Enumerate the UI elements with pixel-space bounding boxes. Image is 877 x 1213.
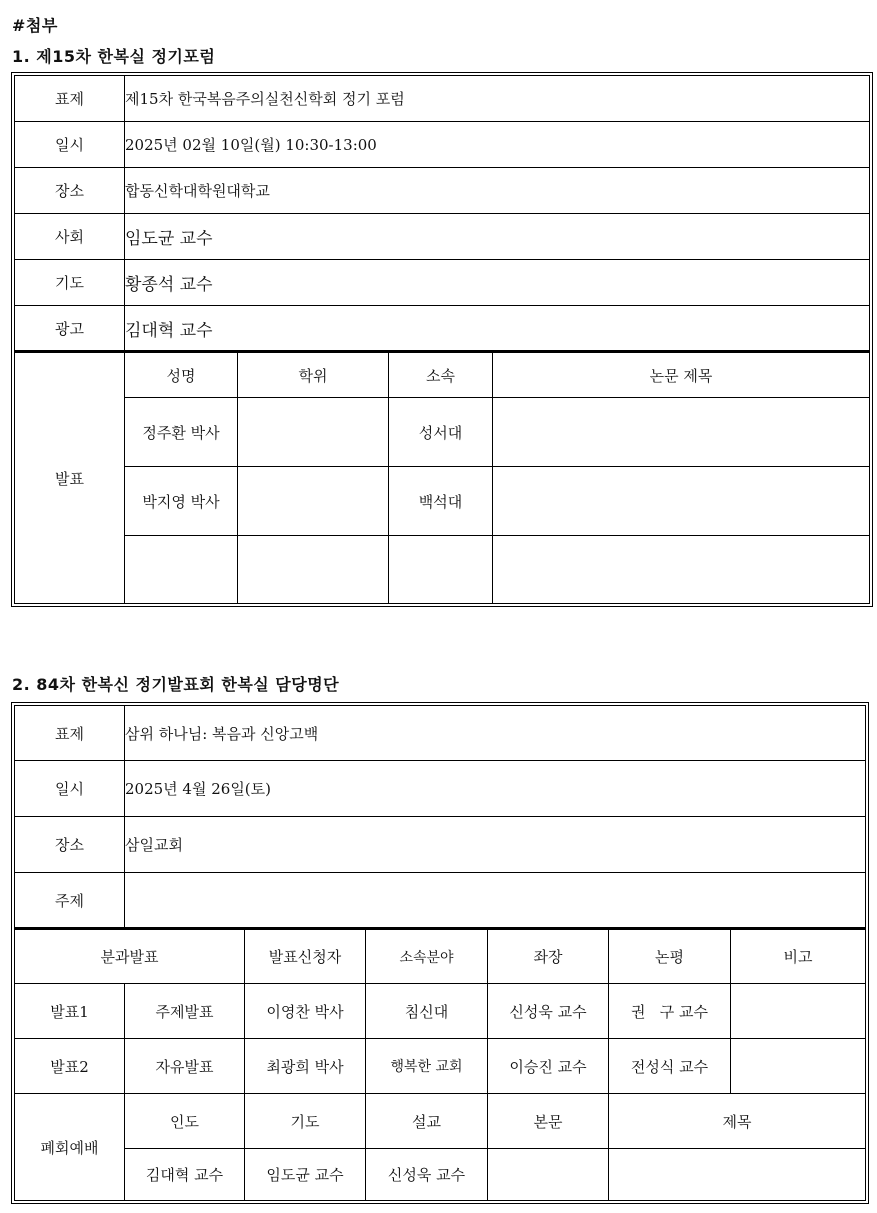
- worship-lead: 김대혁 교수: [125, 1149, 245, 1201]
- meeting-title-label: 표제: [15, 706, 125, 761]
- session-reviewer: 전성식 교수: [609, 1039, 731, 1094]
- session-note: [731, 984, 866, 1039]
- presenter-row: [15, 536, 870, 604]
- forum-prayer-value: 황종석 교수: [125, 260, 870, 306]
- forum-host-value: 임도균 교수: [125, 214, 870, 260]
- session-chair: 신성욱 교수: [488, 984, 609, 1039]
- forum-announce-value: 김대혁 교수: [125, 306, 870, 352]
- header-field: 소속분야: [366, 929, 488, 984]
- session-row: [15, 984, 866, 1039]
- forum-table: [14, 75, 870, 604]
- header-name: 성명: [125, 352, 238, 398]
- header-session: 분과발표: [15, 929, 245, 984]
- sessions-header-row: [15, 929, 866, 984]
- header-applicant: 발표신청자: [245, 929, 366, 984]
- section2-title: 2. 84차 한복신 정기발표회 한복실 담당명단: [12, 675, 340, 694]
- meeting-table: [14, 705, 866, 1201]
- meeting-place-label: 장소: [15, 817, 125, 873]
- session-field: 침신대: [366, 984, 488, 1039]
- header-affiliation: 소속: [389, 352, 493, 398]
- forum-announce-label: 광고: [15, 306, 125, 352]
- worship-sermon: 신성욱 교수: [366, 1149, 488, 1201]
- forum-row-date: [15, 122, 870, 168]
- worship-text: [488, 1149, 609, 1201]
- meeting-place-value: 삼일교회: [125, 817, 866, 873]
- presenter-degree: [238, 536, 389, 604]
- worship-label: 폐회예배: [15, 1094, 125, 1201]
- session-presenter: 이영찬 박사: [245, 984, 366, 1039]
- session-note: [731, 1039, 866, 1094]
- worship-header-title: 제목: [609, 1094, 866, 1149]
- worship-header-text: 본문: [488, 1094, 609, 1149]
- forum-date-value: 2025년 02월 10일(월) 10:30-13:00: [125, 122, 870, 168]
- meeting-row-place: [15, 817, 866, 873]
- forum-date-label: 일시: [15, 122, 125, 168]
- attachment-label: #첨부: [12, 16, 58, 35]
- forum-place-label: 장소: [15, 168, 125, 214]
- forum-row-title: [15, 76, 870, 122]
- forum-row-announce: [15, 306, 870, 352]
- session-presenter: 최광희 박사: [245, 1039, 366, 1094]
- forum-title-label: 표제: [15, 76, 125, 122]
- presenter-row: [15, 398, 870, 467]
- forum-row-place: [15, 168, 870, 214]
- presenter-degree: [238, 467, 389, 536]
- header-note: 비고: [731, 929, 866, 984]
- presenter-paper-title: [493, 536, 870, 604]
- presenter-paper-title: [493, 398, 870, 467]
- meeting-row-title: [15, 706, 866, 761]
- session-reviewer: 권 구 교수: [609, 984, 731, 1039]
- forum-title-value: 제15차 한국복음주의실천신학회 정기 포럼: [125, 76, 870, 122]
- session-label: 발표1: [15, 984, 125, 1039]
- worship-prayer: 임도균 교수: [245, 1149, 366, 1201]
- session-type: 자유발표: [125, 1039, 245, 1094]
- worship-header-prayer: 기도: [245, 1094, 366, 1149]
- header-degree: 학위: [238, 352, 389, 398]
- session-field: 행복한 교회: [366, 1039, 488, 1094]
- session-type: 주제발표: [125, 984, 245, 1039]
- worship-header-lead: 인도: [125, 1094, 245, 1149]
- forum-place-value: 합동신학대학원대학교: [125, 168, 870, 214]
- presentation-label: 발표: [15, 352, 125, 604]
- meeting-date-value: 2025년 4월 26일(토): [125, 761, 866, 817]
- meeting-title-value: 삼위 하나님: 복음과 신앙고백: [125, 706, 866, 761]
- session-row: [15, 1039, 866, 1094]
- presenter-name: [125, 536, 238, 604]
- meeting-row-theme: [15, 873, 866, 929]
- session-chair: 이승진 교수: [488, 1039, 609, 1094]
- presenter-name: 박지영 박사: [125, 467, 238, 536]
- presenter-name: 정주환 박사: [125, 398, 238, 467]
- forum-prayer-label: 기도: [15, 260, 125, 306]
- meeting-theme-label: 주제: [15, 873, 125, 929]
- session-label: 발표2: [15, 1039, 125, 1094]
- presenter-affiliation: 백석대: [389, 467, 493, 536]
- header-paper-title: 논문 제목: [493, 352, 870, 398]
- presenter-affiliation: 성서대: [389, 398, 493, 467]
- meeting-row-date: [15, 761, 866, 817]
- header-chair: 좌장: [488, 929, 609, 984]
- presenter-row: [15, 467, 870, 536]
- header-reviewer: 논평: [609, 929, 731, 984]
- worship-title: [609, 1149, 866, 1201]
- meeting-theme-value: [125, 873, 866, 929]
- presenter-paper-title: [493, 467, 870, 536]
- worship-header-sermon: 설교: [366, 1094, 488, 1149]
- presenter-degree: [238, 398, 389, 467]
- worship-value-row: [15, 1149, 866, 1201]
- presentation-header-row: [15, 352, 870, 398]
- forum-row-prayer: [15, 260, 870, 306]
- forum-row-host: [15, 214, 870, 260]
- worship-header-row: [15, 1094, 866, 1149]
- section1-title: 1. 제15차 한복실 정기포럼: [12, 47, 216, 66]
- forum-host-label: 사회: [15, 214, 125, 260]
- presenter-affiliation: [389, 536, 493, 604]
- meeting-date-label: 일시: [15, 761, 125, 817]
